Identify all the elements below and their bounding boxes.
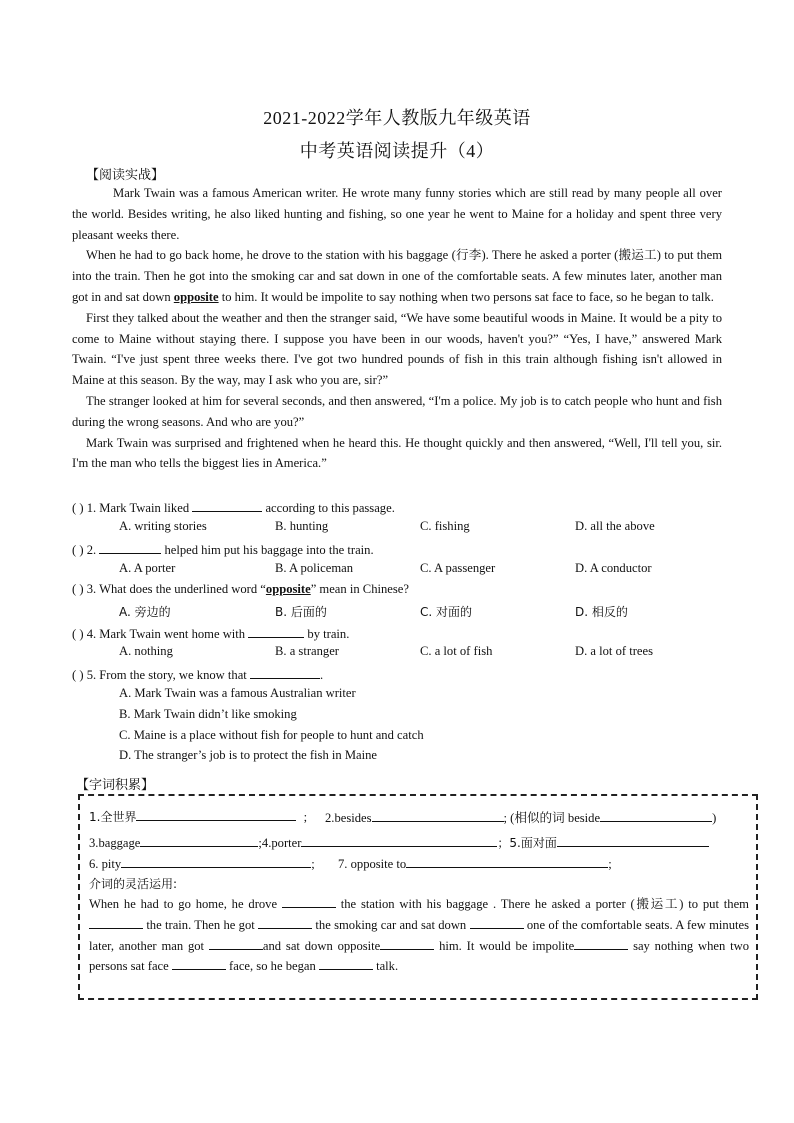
- answer-blank[interactable]: [372, 808, 504, 822]
- answer-paren: ( ): [72, 582, 84, 596]
- answer-blank[interactable]: [250, 665, 320, 679]
- answer-blank[interactable]: [89, 915, 143, 929]
- prep-text: the station with his baggage . There he asked a porter (搬运工) to put them: [340, 897, 749, 911]
- question-2: [72, 540, 722, 558]
- answer-blank[interactable]: [99, 540, 161, 554]
- vocab-prompt: 2.besides: [325, 811, 372, 825]
- question-stem: 5. From the story, we know that: [86, 668, 247, 682]
- option-a[interactable]: A. A porter: [119, 561, 176, 575]
- vocab-prompt: ;4.porter: [258, 836, 302, 850]
- question-stem: helped him put his baggage into the train.: [164, 543, 374, 557]
- option-b[interactable]: B. a stranger: [275, 644, 339, 658]
- passage-text: to him. It would be impolite to say nothing when two persons sat face to face, so he began to talk.: [218, 289, 714, 304]
- option-d[interactable]: [575, 603, 628, 620]
- vocab-item-7: [338, 854, 612, 872]
- passage-paragraph-5: Mark Twain was surprised and frightened when he heard this. He thought quickly and then answered, “Well, I'll tell you, sir. I'm the man who tells the biggest lies in America.”: [72, 435, 722, 471]
- option-a[interactable]: A. nothing: [119, 644, 173, 658]
- question-3: [72, 582, 722, 597]
- prep-text: the train. Then he got: [146, 917, 255, 932]
- vocab-prompt: 3.baggage: [89, 836, 141, 850]
- prep-text: When he had to go home, he drove: [89, 897, 278, 911]
- answer-blank[interactable]: [557, 833, 709, 847]
- passage-paragraph-4: The stranger looked at him for several seconds, and then answered, “I'm a police. My job is to catch people who hunt and fish during the wrong seasons. And who are you?”: [72, 393, 722, 429]
- vocab-prompt: 6. pity: [89, 857, 122, 871]
- vocab-section-label: 【字词积累】: [76, 778, 155, 793]
- separator: ;: [303, 810, 308, 824]
- option-b[interactable]: B. hunting: [275, 519, 329, 533]
- option-d[interactable]: D. all the above: [575, 519, 655, 533]
- vocab-prompt: 1.全世界: [89, 810, 137, 824]
- answer-blank[interactable]: [301, 833, 497, 847]
- page-subtitle: 中考英语阅读提升（4）: [299, 141, 495, 161]
- answer-blank[interactable]: [172, 956, 226, 970]
- reading-section-label: 【阅读实战】: [86, 168, 165, 183]
- question-stem: 1. Mark Twain liked: [86, 501, 190, 515]
- option-a[interactable]: A. writing stories: [119, 519, 207, 533]
- separator: ): [712, 811, 717, 825]
- prep-text: him. It would be impolite: [439, 938, 575, 953]
- question-stem: 2.: [86, 543, 97, 557]
- question-stem: 4. Mark Twain went home with: [86, 627, 246, 641]
- option-a[interactable]: A. Mark Twain was a famous Australian writer: [119, 686, 356, 700]
- passage-text: When he had to go back home, he drove to the station with his baggage (行李). There he asked a porter (搬运工) to put them into the train. Then he got into the smoking car and sat down in one of the comfortable seats. A few minutes later, another man got in and sat down: [72, 248, 722, 304]
- option-text: A. 旁边的: [119, 605, 171, 619]
- question-stem: 3. What does the underlined word “: [86, 582, 266, 596]
- answer-blank[interactable]: [406, 854, 608, 868]
- answer-paren: ( ): [72, 501, 84, 515]
- prep-text: and sat down opposite: [262, 938, 381, 953]
- answer-blank[interactable]: [136, 807, 296, 821]
- answer-blank[interactable]: [258, 915, 312, 929]
- vocab-hint: ; (相似的词 beside: [503, 811, 601, 825]
- option-text: C. 对面的: [420, 605, 473, 619]
- prep-text: one of the comfortable seats. A few minutes later, another man got: [89, 917, 749, 953]
- prep-text: face, so he began: [229, 959, 316, 974]
- separator: ;: [608, 857, 612, 871]
- prep-text: the smoking car and sat down: [315, 917, 467, 932]
- passage-paragraph-3: First they talked about the weather and then the stranger said, “We have some beautiful woods in Maine. It would be a pity to come to Maine without staying there. I suppose you have been in our woods, haven't you?” “Yes, I have,” answered Mark Twain. “I've just spent three weeks there. I've got two hundred pounds of fish in this train although fishing isn't allowed in Maine at this season. By the way, may I ask who you are, sir?”: [72, 310, 722, 388]
- answer-blank[interactable]: [470, 915, 524, 929]
- answer-blank[interactable]: [282, 894, 336, 908]
- answer-blank[interactable]: [600, 808, 712, 822]
- underlined-word: opposite: [265, 582, 311, 596]
- question-stem: according to this passage.: [265, 501, 395, 515]
- option-c[interactable]: C. A passenger: [420, 561, 496, 575]
- option-c[interactable]: C. Maine is a place without fish for people to hunt and catch: [119, 728, 424, 742]
- option-text: D. 相反的: [575, 605, 628, 619]
- option-b[interactable]: B. Mark Twain didn’t like smoking: [119, 707, 297, 721]
- answer-blank[interactable]: [140, 833, 258, 847]
- answer-blank[interactable]: [248, 624, 304, 638]
- question-stem: .: [319, 668, 324, 682]
- page-title: 2021-2022学年人教版九年级英语: [263, 108, 531, 128]
- reading-passage: [72, 183, 722, 474]
- option-d[interactable]: D. a lot of trees: [575, 644, 653, 658]
- question-4: [72, 624, 722, 642]
- underlined-word: opposite: [173, 289, 219, 304]
- vocab-item-6: [89, 854, 315, 872]
- option-b[interactable]: [275, 603, 327, 620]
- answer-paren: ( ): [72, 543, 84, 557]
- answer-blank[interactable]: [574, 936, 628, 950]
- answer-blank[interactable]: [121, 854, 311, 868]
- prep-text: talk.: [376, 959, 399, 974]
- question-stem: ” mean in Chinese?: [310, 582, 409, 596]
- answer-paren: ( ): [72, 627, 84, 641]
- answer-blank[interactable]: [380, 936, 434, 950]
- answer-blank[interactable]: [192, 498, 262, 512]
- passage-paragraph-2: [72, 245, 722, 307]
- vocab-prompt: 7. opposite to: [338, 857, 407, 871]
- vocab-prompt: ；5.面对面: [497, 836, 557, 850]
- separator: ;: [311, 857, 315, 871]
- option-d[interactable]: D. The stranger’s job is to protect the fish in Maine: [119, 748, 378, 762]
- vocab-item-2: [325, 807, 716, 826]
- prep-text: say nothing when two persons sat face: [89, 938, 750, 974]
- option-d[interactable]: D. A conductor: [575, 561, 652, 575]
- vocab-item-1: [89, 807, 307, 825]
- answer-blank[interactable]: [209, 936, 263, 950]
- question-stem: by train.: [307, 627, 350, 641]
- option-a[interactable]: [119, 603, 171, 620]
- option-b[interactable]: B. A policeman: [275, 561, 354, 575]
- prep-exercise: [89, 894, 749, 977]
- passage-paragraph-1: Mark Twain was a famous American writer. He wrote many funny stories which are still read by many people all over the world. Besides writing, he also liked hunting and fishing, so one year he went to Maine for a holiday and spent three very pleasant weeks there.: [72, 186, 722, 242]
- question-1: [72, 498, 722, 516]
- option-c[interactable]: [420, 603, 472, 620]
- option-c[interactable]: C. a lot of fish: [420, 644, 493, 658]
- answer-paren: ( ): [72, 668, 84, 682]
- question-5: [72, 665, 722, 683]
- option-c[interactable]: C. fishing: [420, 519, 470, 533]
- vocab-item-3: [89, 833, 709, 851]
- option-text: B. 后面的: [275, 605, 327, 619]
- prep-label: 介词的灵活运用:: [89, 877, 178, 891]
- answer-blank[interactable]: [319, 956, 373, 970]
